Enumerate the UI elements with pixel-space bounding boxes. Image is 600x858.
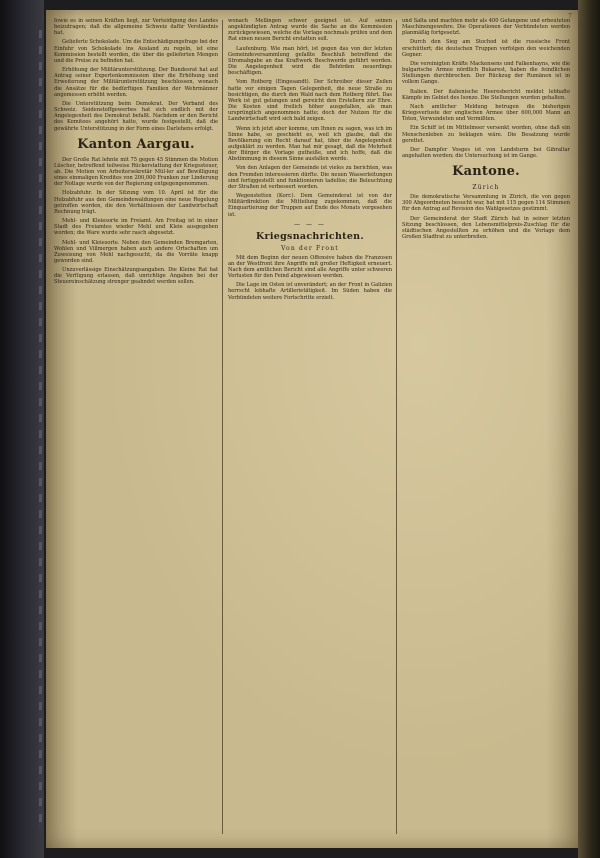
column-2	[228, 18, 392, 838]
article-paragraph: Die demokratische Versammlung in Zürich, die von gegen 300 Abgeordneten besucht war, hat mit 115 gegen 114 Stimmen für den Antrag auf Revision des Wahlgesetzes gestimmt.	[402, 194, 570, 213]
book-binding	[0, 0, 44, 858]
article-paragraph: Mehl- und Kleiesorte im Freiamt. Am Freitag ist in einer Stadt des Freiamtes wieder Mehl und Kleie ausgegeben worden; die Ware wurde sehr rasch abgesetzt.	[54, 218, 218, 237]
newspaper-page	[46, 10, 578, 848]
article-paragraph: Gelieferte Schokolade. Um die Entschädigungsfrage bei der Einfuhr von Schokolade ins Ausland zu regeln, ist eine Kommission bestellt worden, die über die gelieferten Mengen und die Preise zu befinden hat.	[54, 39, 218, 64]
article-paragraph: Unzuverlässige Einschätzungsangaben. Die Kleine Rat hat die Verfügung erlassen, daß unrichtige Angaben bei der Steuereinschätzung strenger geahndet werden sollen.	[54, 267, 218, 286]
section-subheading: Zürich	[472, 184, 500, 192]
column-rule	[222, 20, 223, 834]
article-paragraph: Wegenstetten (Korr.). Dem Gemeinderat ist von der Militärdirektion die Mitteilung zugekommen, daß die Einquartierung der Truppen auf Ende des Monats vorgesehen ist.	[228, 193, 392, 218]
column-1	[54, 18, 218, 838]
article-paragraph: Laufenburg. Wie man hört, ist gegen das von der letzten Gemeindeversammlung gefaßte Beschluß betreffend die Stromabgabe an das Kraftwerk Beschwerde geführt worden. Die Angelegenheit wird die Behörden neuerdings beschäftigen.	[228, 45, 392, 77]
article-paragraph: fowie es in seinen Kräften liegt, zur Verteidigung des Landes beizutragen; daß die allgemeine Schweiz dafür Verständnis hat.	[54, 18, 218, 37]
article-paragraph: Mit dem Beginn der neuen Offensive haben die Franzosen an der Westfront ihre Angriffe mit großer Heftigkeit erneuert. Nach dem amtlichen Bericht sind alle Angriffe unter schweren Verlusten für den Feind abgewiesen worden.	[228, 254, 392, 280]
section-heading-kantone: Kantone.	[452, 164, 520, 180]
article-paragraph: Italien. Der italienische Heeresbericht meldet lebhafte Kämpfe im Gebiet des Isonzo. Die Stellungen wurden gehalten.	[402, 88, 570, 101]
article-paragraph: Nach amtlicher Meldung betrugen die bisherigen Kriegsverluste der englischen Armee über 600,000 Mann an Toten, Verwundeten und Vermißten.	[402, 103, 570, 123]
page-number: 7	[568, 13, 572, 20]
page-stack-edge	[578, 0, 600, 858]
section-subheading: Von der Front	[281, 244, 339, 252]
section-ornament: — — —	[294, 220, 326, 228]
article-paragraph: Durch den Sieg am Stochod ist die russische Front erschüttert; die deutschen Truppen verfolgen den weichenden Gegner.	[402, 39, 570, 58]
article-paragraph: Die Unterstützung beim Demokrat. Der Verband des Schweiz. Seidenstoffgewerbes hat sich endlich mit der Angelegenheit des Demokrat befaßt. Nachdem er den Bericht des Komitees angehört hatte, wurde festgestellt, daß die gewährte Unterstützung in der Form eines Darlehens erfolgt.	[54, 100, 218, 132]
article-paragraph: Der Dampfer Vosges ist von Landsturm bei Gibraltar angehalten worden; die Untersuchung ist im Gange.	[402, 146, 570, 159]
article-paragraph: Von den Anlagen der Gemeinde ist vieles zu berichten, was den Fremden interessieren dürfte. Die neuen Wasserleitungen sind fertiggestellt und funktionieren tadellos; die Beleuchtung der Straßen ist verbessert worden.	[228, 165, 392, 190]
article-paragraph: Ein Schiff ist im Mittelmeer versenkt worden, ohne daß ein Menschenleben zu beklagen wäre. Die Besatzung wurde gerettet.	[402, 125, 570, 144]
column-3	[402, 18, 570, 838]
section-heading-kanton-aargau: Kanton Aargau.	[77, 136, 195, 152]
article-paragraph: Holzabfuhr. In der Sitzung vom 10. April ist für die Holzabfuhr aus den Gemeindewaldungen eine neue Regelung getroffen worden, die den Verhältnissen der Landwirtschaft Rechnung trägt.	[54, 190, 218, 215]
article-paragraph: und Salta und machten mehr als 400 Gefangene und erbeuteten Maschinengewehre. Die Operationen der Verbündeten werden planmäßig fortgesetzt.	[402, 18, 570, 37]
article-paragraph: Vom Rotberg (Eingesandt). Der Schreiber dieser Zeilen hatte vor einigen Tagen Gelegenheit, die neue Straße zu besichtigen, die durch den Wald nach dem Rotberg führt. Das Werk ist gut gelungen und gereicht den Erstellern zur Ehre. Die Kosten sind freilich höher ausgefallen, als man ursprünglich angenommen hatte; doch der Nutzen für die Landwirtschaft wird sich bald zeigen.	[228, 79, 392, 123]
column-rule	[396, 20, 397, 834]
article-paragraph: Erhöhung der Militärunterstützung. Der Bundesrat hat auf Antrag seiner Expertenkommission über die Erhöhung und Erweiterung der Militärunterstützung beschlossen, wonach die Ansätze für die bedürftigen Familien der Wehrmänner angemessen erhöht werden.	[54, 67, 218, 98]
article-paragraph: Der Große Rat lehnte mit 75 gegen 45 Stimmen die Motion Lüscher, betreffend teilweise Rückerstattung der Kriegssteuer, ab. Die Motion von Arbeitersekretär Mül-ler auf Bewilligung eines einmaligen Kredites von 200,000 Franken zur Linderung der Notlage wurde von der Regierung entgegengenommen.	[54, 156, 218, 188]
article-paragraph: Die Lage im Osten ist unverändert; an der Front in Galizien herrscht lebhafte Artillerietätigkeit. Im Süden haben die Verbündeten weitere Fortschritte erzielt.	[228, 282, 392, 301]
section-heading-kriegsnachrichten: Kriegsnachrichten.	[255, 230, 364, 242]
article-paragraph: Wenn ich jetzt aber komme, um Ihnen zu sagen, was ich im Sinne habe, so geschieht es, weil ich glaube, daß die Bevölkerung ein Recht darauf hat, über die Angelegenheit aufgeklärt zu werden. Man hat mir gesagt, daß die Mehrheit der Bürger die Vorlage gutheiße, und ich hoffe, daß die Abstimmung in diesem Sinne ausfallen werde.	[228, 125, 392, 163]
article-paragraph: Die vereinigten Kräfte Mackensens und Falkenhayns, wie die bulgarische Armee nördlich Bukarest, haben die feindlichen Stellungen durchbrochen. Der Rückzug der Rumänen ist in vollem Gange.	[402, 60, 570, 86]
article-paragraph: wonach Mellingen schwer geeignet ist. Auf seinen angekündigten Antrag wurde die Sache an die Kommission zurückgewiesen, welche die Vorlage nochmals prüfen und dem Rat einen neuen Bericht erstatten soll.	[228, 18, 392, 43]
article-paragraph: Der Gemeinderat der Stadt Zürich hat in seiner letzten Sitzung beschlossen, den Lebensmittelpreis-Zuschlag für die städtischen Angestellten zu erhöhen und die Vorlage dem Großen Stadtrat zu unterbreiten.	[402, 215, 570, 241]
article-paragraph: Mehl- und Kleiesorte. Neben den Gemeinden Bremgarten, Wohlen und Villmergen haben auch andere Ortschaften um Zuweisung von Mehl nachgesucht, da die Vorräte knapp geworden sind.	[54, 239, 218, 264]
